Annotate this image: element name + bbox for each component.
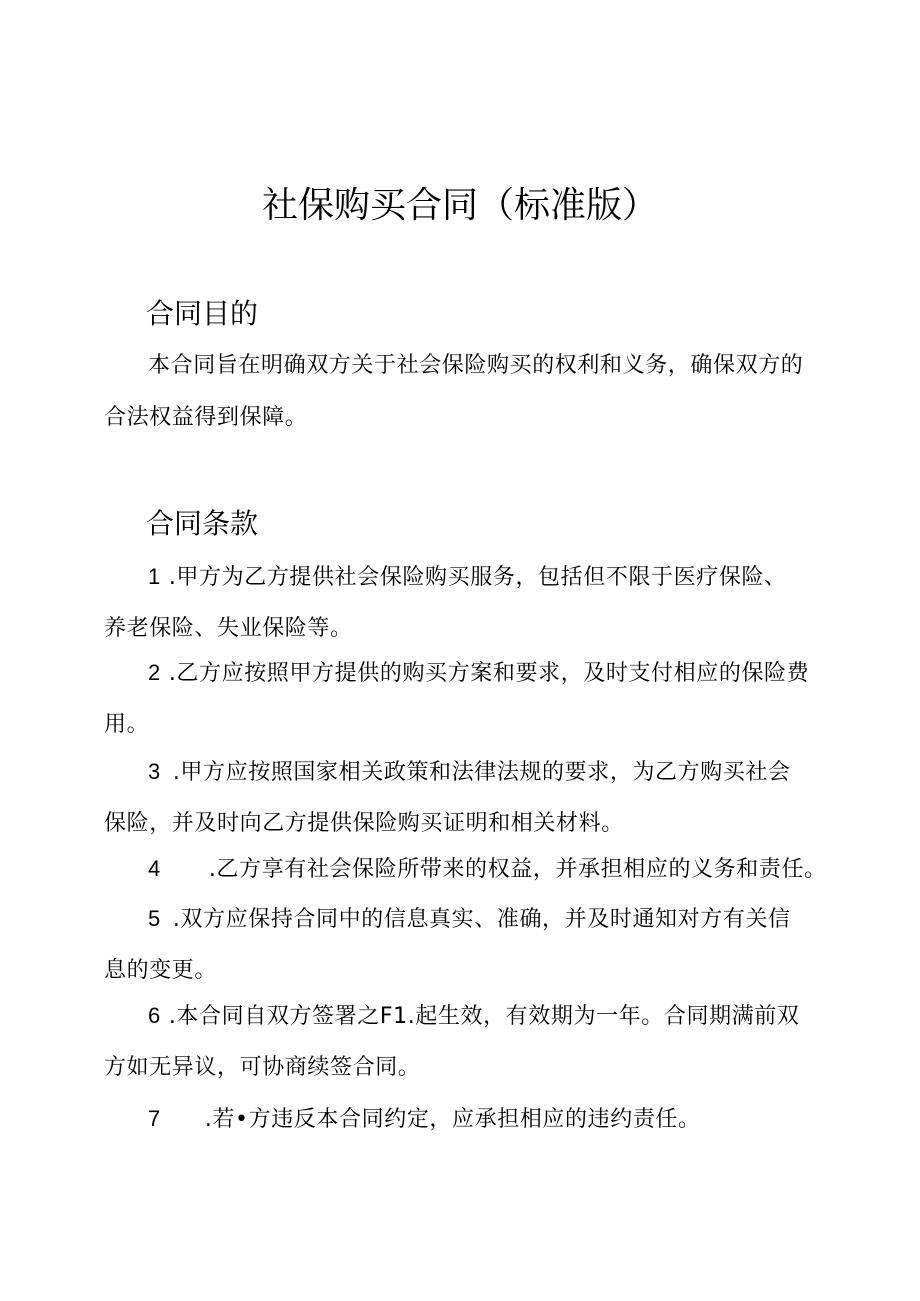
clause-2-line-1	[104, 647, 824, 699]
clause-4-line-1	[104, 843, 827, 895]
clause-text: .本合同自双方签署之F1.起生效，有效期为一年。合同期满前双	[168, 1004, 800, 1029]
clause-text: .甲方为乙方提供社会保险购买服务，包括但不限于医疗保险、	[168, 565, 787, 590]
clause-text: .甲方应按照国家相关政策和法律法规的要求，为乙方购买社会	[172, 760, 791, 785]
clause-text: .乙方享有社会保险所带来的权益，并承担相应的义务和责任。	[208, 857, 827, 882]
document-title: 社保购买合同（标准版）	[261, 185, 658, 226]
clause-5-line-2: 息的变更。	[104, 958, 218, 983]
clause-2	[104, 647, 824, 751]
section-heading-purpose: 合同目的	[146, 297, 259, 330]
clause-number: 1	[148, 564, 161, 589]
clause-5-line-1	[104, 893, 824, 945]
clause-6-line-1	[104, 990, 824, 1042]
clause-3-line-2: 保险，并及时向乙方提供保险购买证明和相关材料。	[104, 811, 624, 836]
clause-2-line-2: 用。	[104, 712, 150, 737]
purpose-line-1: 本合同旨在明确双方关于社会保险购买的权利和义务，确保双方的	[148, 353, 804, 378]
clause-number: 4	[148, 856, 161, 881]
clause-text: .若•方违反本合同约定，应承担相应的违约责任。	[204, 1107, 701, 1132]
clause-1-line-1	[104, 551, 824, 603]
clause-6-line-2: 方如无异议，可协商续签合同。	[104, 1055, 421, 1080]
clause-6	[104, 990, 824, 1094]
clause-1	[104, 551, 824, 655]
clause-text: .乙方应按照甲方提供的购买方案和要求，及时支付相应的保险费	[168, 661, 810, 686]
clause-3-line-1	[104, 746, 824, 798]
clause-5	[104, 893, 824, 997]
clause-7-line-1	[104, 1093, 824, 1145]
purpose-line-2: 合法权益得到保障。	[104, 405, 308, 430]
clause-3	[104, 746, 824, 850]
clause-text: .双方应保持合同中的信息真实、准确，并及时通知对方有关信	[172, 907, 791, 932]
clause-4	[104, 843, 827, 895]
clause-number: 5	[148, 906, 161, 931]
clause-1-line-2: 养老保险、失业保险等。	[104, 616, 353, 641]
purpose-paragraph	[104, 340, 824, 444]
clause-7	[104, 1093, 824, 1145]
clause-number: 7	[148, 1106, 161, 1131]
clause-number: 3	[148, 759, 161, 784]
clause-number: 6	[148, 1003, 161, 1028]
section-heading-terms: 合同条款	[146, 507, 259, 540]
clause-number: 2	[148, 660, 161, 685]
